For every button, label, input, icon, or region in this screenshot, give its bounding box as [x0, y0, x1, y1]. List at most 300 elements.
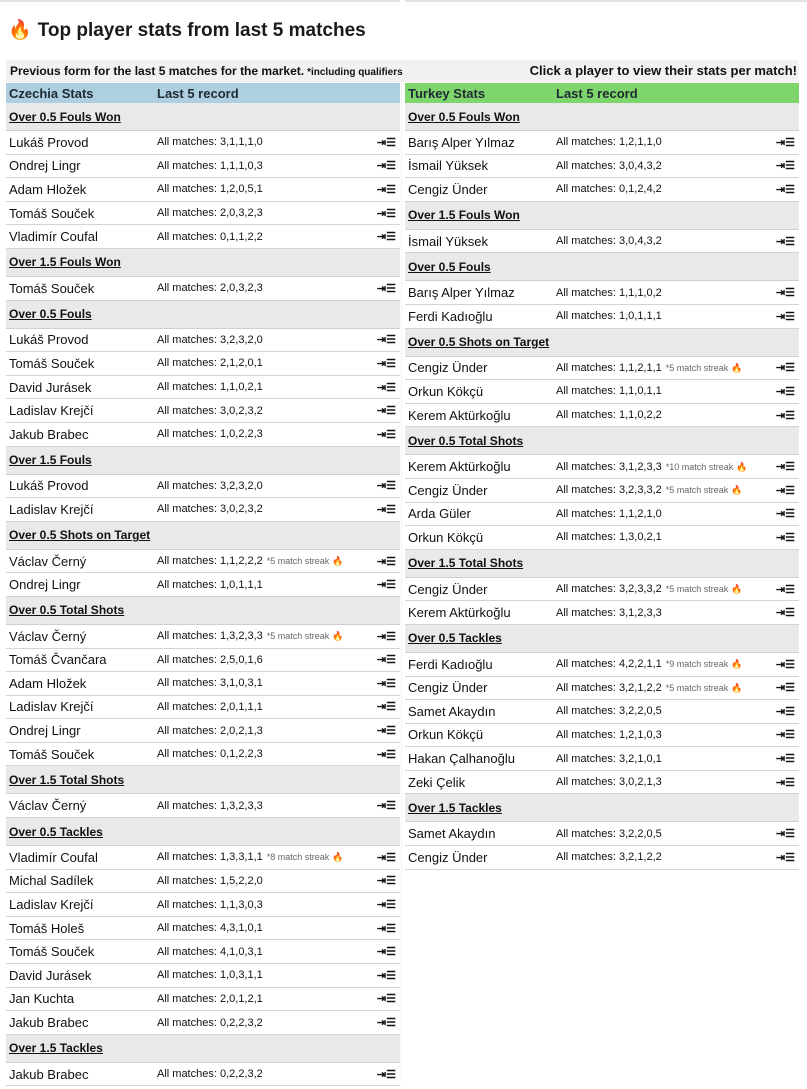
expand-stats-icon[interactable]: ⇥☰: [775, 183, 795, 196]
player-row[interactable]: [6, 988, 400, 1012]
player-row[interactable]: [405, 747, 799, 771]
player-record: [157, 334, 376, 346]
expand-stats-icon[interactable]: ⇥☰: [376, 946, 396, 959]
player-name[interactable]: İsmail Yüksek: [408, 233, 488, 249]
record-text: All matches: 2,5,0,1,6: [157, 653, 263, 666]
player-row[interactable]: [405, 677, 799, 701]
player-record: [157, 677, 376, 689]
player-row[interactable]: [6, 423, 400, 447]
section-header: [405, 794, 799, 822]
streak-fire-icon: 🔥: [731, 584, 743, 595]
expand-stats-icon[interactable]: ⇥☰: [376, 231, 396, 244]
record-text: All matches: 0,1,2,4,2: [556, 183, 662, 196]
player-name[interactable]: Barış Alper Yılmaz: [408, 134, 515, 150]
turkey-header-record: Last 5 record: [556, 85, 638, 101]
player-record: [157, 748, 376, 760]
player-row[interactable]: [6, 1063, 400, 1087]
player-name[interactable]: Tomáš Souček: [9, 205, 95, 221]
expand-stats-icon[interactable]: ⇥☰: [376, 800, 396, 813]
player-record: [556, 183, 775, 195]
page-title-text: Top player stats from last 5 matches: [37, 20, 366, 41]
player-row[interactable]: [405, 700, 799, 724]
record-text: All matches: 1,0,1,1,1: [157, 578, 263, 591]
player-row[interactable]: [6, 131, 400, 155]
player-row[interactable]: [6, 376, 400, 400]
player-row[interactable]: [6, 964, 400, 988]
player-name[interactable]: Václav Černý: [9, 553, 87, 569]
top-divider-left: [0, 0, 400, 2]
player-row[interactable]: [6, 277, 400, 301]
player-row[interactable]: [6, 155, 400, 179]
player-record: [157, 282, 376, 294]
player-record: [157, 381, 376, 393]
player-name[interactable]: Vladimír Coufal: [9, 229, 98, 245]
record-text: All matches: 0,2,2,3,2: [157, 1016, 263, 1029]
record-text: All matches: 3,0,4,3,2: [556, 159, 662, 172]
record-text: All matches: 3,2,1,2,2: [556, 851, 662, 864]
info-left-note: *including qualifiers: [307, 67, 403, 78]
expand-stats-icon[interactable]: ⇥☰: [775, 287, 795, 300]
record-text: All matches: 1,1,0,1,1: [556, 385, 662, 398]
section-title: Over 0.5 Fouls Won: [9, 109, 121, 124]
player-record: [556, 508, 775, 520]
player-name[interactable]: Zeki Çelik: [408, 774, 466, 790]
player-record: [157, 555, 376, 567]
record-text: All matches: 2,1,2,0,1: [157, 357, 263, 370]
player-record: [157, 701, 376, 713]
player-row[interactable]: [6, 743, 400, 767]
expand-stats-icon[interactable]: ⇥☰: [376, 630, 396, 643]
record-text: All matches: 3,1,0,3,1: [157, 677, 263, 690]
streak-note: *8 match streak: [266, 852, 330, 863]
expand-stats-icon[interactable]: ⇥☰: [775, 484, 795, 497]
expand-stats-icon[interactable]: ⇥☰: [376, 851, 396, 864]
info-left: [10, 64, 403, 78]
expand-stats-icon[interactable]: ⇥☰: [775, 729, 795, 742]
player-name[interactable]: Tomáš Souček: [9, 746, 95, 762]
record-text: All matches: 1,1,0,2,2: [556, 409, 662, 422]
player-name[interactable]: Kerem Aktürkoğlu: [408, 407, 511, 423]
player-name[interactable]: Orkun Kökçü: [408, 727, 484, 743]
record-text: All matches: 1,3,2,3,3: [157, 799, 263, 812]
player-name[interactable]: Orkun Kökçü: [408, 529, 484, 545]
info-right: Click a player to view their stats per match!: [529, 63, 797, 78]
player-name[interactable]: Adam Hložek: [9, 675, 87, 691]
player-record: [157, 993, 376, 1005]
player-record: [556, 385, 775, 397]
section-header: [405, 202, 799, 230]
section-title: Over 0.5 Shots on Target: [408, 335, 550, 350]
fire-icon: 🔥: [8, 20, 32, 41]
player-name[interactable]: Samet Akaydın: [408, 826, 496, 842]
player-row[interactable]: [6, 893, 400, 917]
player-name[interactable]: Cengiz Ünder: [408, 849, 488, 865]
player-record: [157, 405, 376, 417]
record-text: All matches: 3,2,1,0,1: [556, 752, 662, 765]
expand-stats-icon[interactable]: ⇥☰: [775, 362, 795, 375]
player-name[interactable]: Jan Kuchta: [9, 991, 75, 1007]
expand-stats-icon[interactable]: ⇥☰: [376, 748, 396, 761]
expand-stats-icon[interactable]: ⇥☰: [376, 334, 396, 347]
expand-stats-icon[interactable]: ⇥☰: [376, 503, 396, 516]
player-name[interactable]: Vladimír Coufal: [9, 849, 98, 865]
streak-note: *5 match streak: [665, 362, 729, 373]
record-text: All matches: 1,5,2,2,0: [157, 874, 263, 887]
record-text: All matches: 1,0,2,2,3: [157, 428, 263, 441]
record-text: All matches: 1,1,3,0,3: [157, 898, 263, 911]
record-text: All matches: 2,0,1,1,1: [157, 700, 263, 713]
player-row[interactable]: [6, 649, 400, 673]
player-row[interactable]: [405, 178, 799, 202]
player-row[interactable]: [6, 498, 400, 522]
player-row[interactable]: [6, 399, 400, 423]
expand-stats-icon[interactable]: ⇥☰: [775, 682, 795, 695]
player-row[interactable]: [405, 526, 799, 550]
expand-stats-icon[interactable]: ⇥☰: [775, 508, 795, 521]
turkey-stats-column: [405, 83, 799, 870]
expand-stats-icon[interactable]: ⇥☰: [775, 828, 795, 841]
section-header: [405, 550, 799, 578]
player-record: [157, 630, 376, 642]
player-record: [157, 136, 376, 148]
record-text: All matches: 3,2,3,2,0: [157, 333, 263, 346]
record-text: All matches: 3,0,2,3,2: [157, 404, 263, 417]
record-text: All matches: 1,1,1,0,2: [556, 286, 662, 299]
player-row[interactable]: [405, 281, 799, 305]
record-text: All matches: 2,0,2,1,3: [157, 724, 263, 737]
streak-note: *5 match streak: [665, 682, 729, 693]
record-text: All matches: 3,0,2,1,3: [556, 776, 662, 789]
player-record: [157, 160, 376, 172]
player-row[interactable]: [405, 155, 799, 179]
turkey-sections: [405, 103, 799, 870]
player-name[interactable]: Adam Hložek: [9, 181, 87, 197]
player-name[interactable]: David Jurásek: [9, 967, 92, 983]
expand-stats-icon[interactable]: ⇥☰: [775, 160, 795, 173]
player-name[interactable]: Jakub Brabec: [9, 426, 89, 442]
player-row[interactable]: [6, 940, 400, 964]
player-name[interactable]: Lukáš Provod: [9, 134, 89, 150]
section-title: Over 1.5 Total Shots: [408, 556, 524, 571]
record-text: All matches: 3,1,2,3,3: [556, 460, 662, 473]
player-row[interactable]: [405, 503, 799, 527]
expand-stats-icon[interactable]: ⇥☰: [376, 899, 396, 912]
player-row[interactable]: [6, 625, 400, 649]
player-name[interactable]: Lukáš Provod: [9, 332, 89, 348]
player-name[interactable]: Václav Černý: [9, 628, 87, 644]
player-name[interactable]: Michal Sadílek: [9, 873, 94, 889]
record-text: All matches: 1,3,0,2,1: [556, 531, 662, 544]
expand-stats-icon[interactable]: ⇥☰: [775, 310, 795, 323]
player-name[interactable]: Cengiz Ünder: [408, 680, 488, 696]
player-row[interactable]: [405, 380, 799, 404]
record-text: All matches: 1,1,0,2,1: [157, 381, 263, 394]
record-text: All matches: 1,1,2,1,1: [556, 361, 662, 374]
player-name[interactable]: Jakub Brabec: [9, 1066, 89, 1082]
expand-stats-icon[interactable]: ⇥☰: [775, 461, 795, 474]
player-name[interactable]: Ladislav Krejčí: [9, 897, 94, 913]
top-divider-right: [405, 0, 807, 2]
section-header: [405, 103, 799, 131]
player-record: [157, 899, 376, 911]
player-record: [157, 922, 376, 934]
column-divider: [401, 83, 402, 1083]
section-title: Over 0.5 Tackles: [408, 631, 502, 646]
player-record: [556, 160, 775, 172]
expand-stats-icon[interactable]: ⇥☰: [775, 851, 795, 864]
player-name[interactable]: Tomáš Souček: [9, 944, 95, 960]
player-record: [556, 287, 775, 299]
record-text: All matches: 3,2,1,2,2: [556, 681, 662, 694]
expand-stats-icon[interactable]: ⇥☰: [376, 654, 396, 667]
streak-fire-icon: 🔥: [332, 556, 344, 567]
player-name[interactable]: Ladislav Krejčí: [9, 699, 94, 715]
player-record: [157, 1017, 376, 1029]
expand-stats-icon[interactable]: ⇥☰: [376, 357, 396, 370]
player-record: [556, 235, 775, 247]
expand-stats-icon[interactable]: ⇥☰: [376, 922, 396, 935]
player-record: [157, 725, 376, 737]
record-text: All matches: 4,3,1,0,1: [157, 922, 263, 935]
player-row[interactable]: [6, 225, 400, 249]
section-header: [6, 447, 400, 475]
player-record: [556, 682, 775, 694]
player-row[interactable]: [6, 917, 400, 941]
player-record: [556, 531, 775, 543]
expand-stats-icon[interactable]: ⇥☰: [376, 993, 396, 1006]
player-row[interactable]: [405, 404, 799, 428]
expand-stats-icon[interactable]: ⇥☰: [376, 381, 396, 394]
expand-stats-icon[interactable]: ⇥☰: [376, 677, 396, 690]
record-text: All matches: 1,3,3,1,1: [157, 851, 263, 864]
expand-stats-icon[interactable]: ⇥☰: [376, 428, 396, 441]
section-header: [6, 301, 400, 329]
player-name[interactable]: Ondrej Lingr: [9, 158, 81, 174]
record-text: All matches: 2,0,1,2,1: [157, 992, 263, 1005]
player-row[interactable]: [6, 870, 400, 894]
player-name[interactable]: Ondrej Lingr: [9, 577, 81, 593]
section-header: [6, 249, 400, 277]
expand-stats-icon[interactable]: ⇥☰: [376, 579, 396, 592]
player-row[interactable]: [6, 475, 400, 499]
player-row[interactable]: [405, 357, 799, 381]
record-text: All matches: 3,2,3,2,0: [157, 479, 263, 492]
record-text: All matches: 1,1,2,2,2: [157, 555, 263, 568]
player-name[interactable]: Ladislav Krejčí: [9, 501, 94, 517]
player-name[interactable]: Tomáš Holeš: [9, 920, 85, 936]
player-row[interactable]: [405, 771, 799, 795]
player-name[interactable]: Ondrej Lingr: [9, 723, 81, 739]
section-title: Over 1.5 Tackles: [9, 1041, 103, 1056]
section-header: [6, 103, 400, 131]
player-row[interactable]: [405, 230, 799, 254]
expand-stats-icon[interactable]: ⇥☰: [376, 282, 396, 295]
expand-stats-icon[interactable]: ⇥☰: [376, 207, 396, 220]
expand-stats-icon[interactable]: ⇥☰: [376, 1068, 396, 1081]
expand-stats-icon[interactable]: ⇥☰: [775, 583, 795, 596]
player-row[interactable]: [405, 822, 799, 846]
player-row[interactable]: [405, 653, 799, 677]
player-record: [157, 579, 376, 591]
player-name[interactable]: Kerem Aktürkoğlu: [408, 459, 511, 475]
player-name[interactable]: Ladislav Krejčí: [9, 403, 94, 419]
record-text: All matches: 0,2,2,3,2: [157, 1068, 263, 1081]
record-text: All matches: 3,2,3,3,2: [556, 583, 662, 596]
expand-stats-icon[interactable]: ⇥☰: [376, 555, 396, 568]
player-record: [556, 409, 775, 421]
section-header: [405, 329, 799, 357]
player-row[interactable]: [405, 479, 799, 503]
player-row[interactable]: [405, 601, 799, 625]
player-name[interactable]: Tomáš Čvančara: [9, 652, 107, 668]
czechia-header: [6, 83, 400, 103]
player-name[interactable]: Orkun Kökçü: [408, 383, 484, 399]
player-record: [157, 428, 376, 440]
player-name[interactable]: David Jurásek: [9, 379, 92, 395]
player-name[interactable]: Lukáš Provod: [9, 478, 89, 494]
player-record: [556, 484, 775, 496]
streak-fire-icon: 🔥: [332, 852, 344, 863]
player-row[interactable]: [6, 178, 400, 202]
expand-stats-icon[interactable]: ⇥☰: [376, 1017, 396, 1030]
player-name[interactable]: Samet Akaydın: [408, 703, 496, 719]
expand-stats-icon[interactable]: ⇥☰: [376, 183, 396, 196]
expand-stats-icon[interactable]: ⇥☰: [775, 753, 795, 766]
player-row[interactable]: [6, 202, 400, 226]
player-record: [157, 946, 376, 958]
player-row[interactable]: [6, 573, 400, 597]
player-row[interactable]: [6, 696, 400, 720]
page-title: [8, 18, 366, 42]
czechia-stats-column: [6, 83, 400, 1086]
expand-stats-icon[interactable]: ⇥☰: [376, 701, 396, 714]
record-text: All matches: 1,0,3,1,1: [157, 969, 263, 982]
player-name[interactable]: Tomáš Souček: [9, 355, 95, 371]
player-name[interactable]: Barış Alper Yılmaz: [408, 285, 515, 301]
player-row[interactable]: [405, 455, 799, 479]
expand-stats-icon[interactable]: ⇥☰: [775, 607, 795, 620]
section-title: Over 1.5 Fouls Won: [408, 208, 520, 223]
expand-stats-icon[interactable]: ⇥☰: [376, 405, 396, 418]
record-text: All matches: 4,1,0,3,1: [157, 945, 263, 958]
player-name[interactable]: Cengiz Ünder: [408, 181, 488, 197]
record-text: All matches: 0,1,2,2,3: [157, 748, 263, 761]
player-row[interactable]: [405, 846, 799, 870]
section-header: [6, 818, 400, 846]
section-title: Over 0.5 Shots on Target: [9, 528, 151, 543]
streak-note: *5 match streak: [266, 631, 330, 642]
player-name[interactable]: Kerem Aktürkoğlu: [408, 605, 511, 621]
player-name[interactable]: Ferdi Kadıoğlu: [408, 656, 493, 672]
player-row[interactable]: [6, 719, 400, 743]
player-name[interactable]: Cengiz Ünder: [408, 482, 488, 498]
section-title: Over 0.5 Fouls: [9, 307, 92, 322]
expand-stats-icon[interactable]: ⇥☰: [376, 160, 396, 173]
player-record: [157, 207, 376, 219]
record-text: All matches: 3,0,4,3,2: [556, 235, 662, 248]
record-text: All matches: 1,0,1,1,1: [556, 310, 662, 323]
czechia-header-record: Last 5 record: [157, 85, 239, 101]
player-row[interactable]: [405, 578, 799, 602]
player-row[interactable]: [405, 131, 799, 155]
expand-stats-icon[interactable]: ⇥☰: [775, 385, 795, 398]
player-record: [157, 800, 376, 812]
player-row[interactable]: [6, 329, 400, 353]
streak-note: *5 match streak: [266, 556, 330, 567]
expand-stats-icon[interactable]: ⇥☰: [376, 725, 396, 738]
expand-stats-icon[interactable]: ⇥☰: [376, 969, 396, 982]
streak-fire-icon: 🔥: [731, 485, 743, 496]
czechia-sections: [6, 103, 400, 1086]
player-record: [556, 136, 775, 148]
player-row[interactable]: [6, 352, 400, 376]
player-name[interactable]: Jakub Brabec: [9, 1015, 89, 1031]
player-name[interactable]: Arda Güler: [408, 506, 471, 522]
expand-stats-icon[interactable]: ⇥☰: [775, 531, 795, 544]
section-title: Over 1.5 Fouls: [9, 453, 92, 468]
player-record: [157, 183, 376, 195]
player-row[interactable]: [6, 550, 400, 574]
record-text: All matches: 0,1,1,2,2: [157, 230, 263, 243]
player-name[interactable]: Cengiz Ünder: [408, 360, 488, 376]
player-record: [157, 1068, 376, 1080]
section-header: [405, 625, 799, 653]
section-title: Over 1.5 Tackles: [408, 800, 502, 815]
section-header: [6, 597, 400, 625]
streak-fire-icon: 🔥: [332, 631, 344, 642]
section-title: Over 0.5 Total Shots: [9, 603, 125, 618]
expand-stats-icon[interactable]: ⇥☰: [775, 136, 795, 149]
player-record: [556, 705, 775, 717]
expand-stats-icon[interactable]: ⇥☰: [775, 409, 795, 422]
player-record: [556, 607, 775, 619]
player-row[interactable]: [6, 794, 400, 818]
player-record: [556, 828, 775, 840]
expand-stats-icon[interactable]: ⇥☰: [775, 776, 795, 789]
player-name[interactable]: Tomáš Souček: [9, 280, 95, 296]
record-text: All matches: 1,2,1,1,0: [556, 136, 662, 149]
expand-stats-icon[interactable]: ⇥☰: [775, 705, 795, 718]
player-record: [556, 776, 775, 788]
record-text: All matches: 3,2,3,3,2: [556, 484, 662, 497]
expand-stats-icon[interactable]: ⇥☰: [376, 136, 396, 149]
expand-stats-icon[interactable]: ⇥☰: [376, 875, 396, 888]
player-name[interactable]: Ferdi Kadıoğlu: [408, 308, 493, 324]
player-row[interactable]: [6, 672, 400, 696]
section-title: Over 0.5 Tackles: [9, 824, 103, 839]
player-record: [556, 753, 775, 765]
streak-note: *5 match streak: [665, 584, 729, 595]
turkey-header: [405, 83, 799, 103]
expand-stats-icon[interactable]: ⇥☰: [376, 480, 396, 493]
player-name[interactable]: İsmail Yüksek: [408, 158, 488, 174]
section-title: Over 1.5 Total Shots: [9, 772, 125, 787]
player-row[interactable]: [6, 846, 400, 870]
section-title: Over 0.5 Fouls: [408, 259, 491, 274]
turkey-header-stats: Turkey Stats: [408, 85, 486, 101]
record-text: All matches: 3,2,2,0,5: [556, 705, 662, 718]
expand-stats-icon[interactable]: ⇥☰: [775, 658, 795, 671]
player-record: [556, 461, 775, 473]
player-name[interactable]: Hakan Çalhanoğlu: [408, 751, 515, 767]
player-name[interactable]: Václav Černý: [9, 798, 87, 814]
expand-stats-icon[interactable]: ⇥☰: [775, 235, 795, 248]
player-row[interactable]: [405, 724, 799, 748]
player-row[interactable]: [6, 1011, 400, 1035]
section-title: Over 0.5 Total Shots: [408, 433, 524, 448]
player-name[interactable]: Cengiz Ünder: [408, 581, 488, 597]
player-row[interactable]: [405, 305, 799, 329]
